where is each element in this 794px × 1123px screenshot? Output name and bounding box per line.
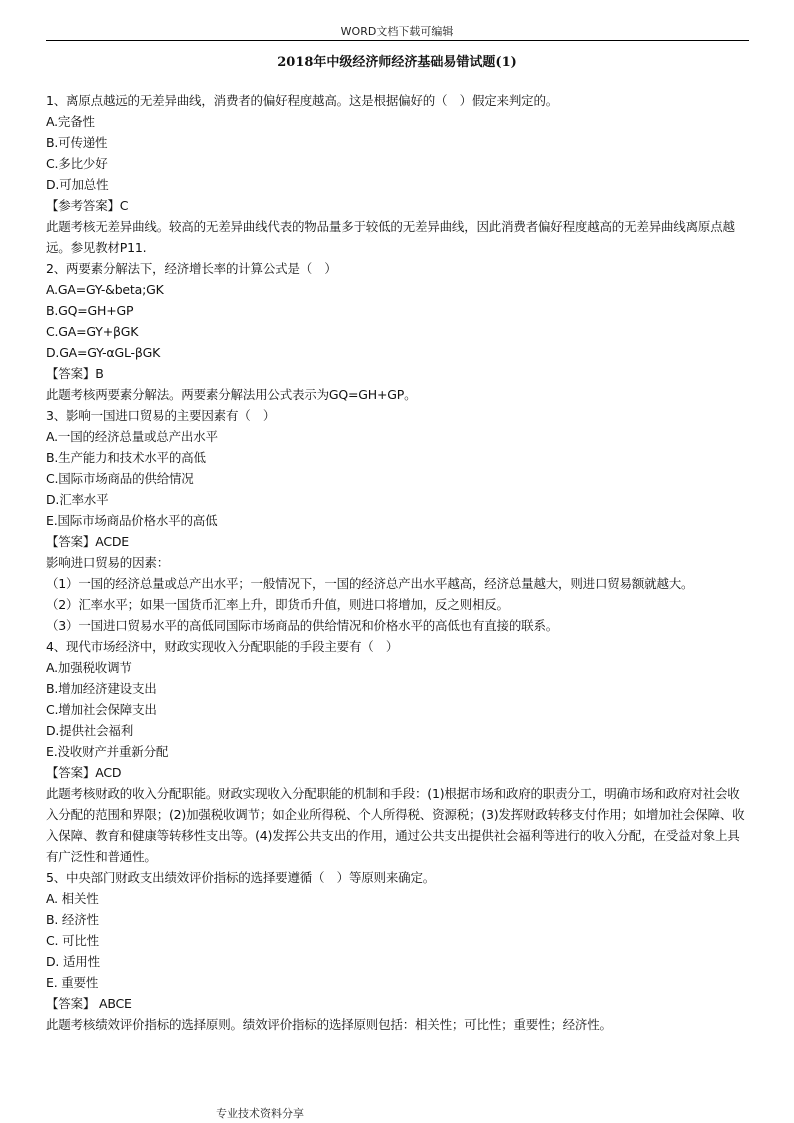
- page-footer: 专业技术资料分享: [216, 1107, 304, 1120]
- option-d: D.提供社会福利: [46, 723, 133, 738]
- explanation-paragraph: （3）一国进口贸易水平的高低同国际市场商品的供给情况和价格水平的高低也有直接的联系。: [46, 618, 559, 633]
- option-b: B.生产能力和技术水平的高低: [46, 450, 206, 465]
- option-e: E.没收财产并重新分配: [46, 744, 169, 759]
- option-d: D.可加总性: [46, 177, 109, 192]
- question-stem: 5、中央部门财政支出绩效评价指标的选择要遵循（ ）等原则来确定。: [46, 870, 436, 885]
- document-title: 2018年中级经济师经济基础易错试题(1): [277, 55, 517, 70]
- option-c: C.增加社会保障支出: [46, 702, 157, 717]
- option-a: A. 相关性: [46, 891, 99, 906]
- answer-label: 【答案】 ABCE: [46, 996, 132, 1011]
- answer-label: 【答案】B: [46, 366, 104, 381]
- page-header: WORD文档下载可编辑: [340, 25, 454, 38]
- explanation-paragraph: 此题考核无差异曲线。较高的无差异曲线代表的物品量多于较低的无差异曲线，因此消费者偏好程度越高的无差异曲线离原点越远。参见教材P11.: [46, 219, 735, 255]
- explanation-paragraph: 此题考核绩效评价指标的选择原则。绩效评价指标的选择原则包括：相关性；可比性；重要性；经济性。: [46, 1017, 612, 1032]
- option-d: D. 适用性: [46, 954, 100, 969]
- option-d: D.汇率水平: [46, 492, 109, 507]
- option-b: B.GQ=GH+GP: [46, 303, 134, 318]
- answer-label: 【参考答案】C: [46, 198, 129, 213]
- option-a: A.GA=GY-&beta;GK: [46, 282, 164, 297]
- question-list: [46, 90, 750, 1035]
- question-stem: 1、离原点越远的无差异曲线，消费者的偏好程度越高。这是根据偏好的（ ）假定来判定的。: [46, 93, 559, 108]
- question-stem: 3、影响一国进口贸易的主要因素有（ ）: [46, 408, 276, 423]
- explanation-paragraph: 此题考核两要素分解法。两要素分解法用公式表示为GQ=GH+GP。: [46, 387, 417, 402]
- answer-label: 【答案】ACDE: [46, 534, 129, 549]
- option-a: A.完备性: [46, 114, 95, 129]
- option-a: A.一国的经济总量或总产出水平: [46, 429, 218, 444]
- option-a: A.加强税收调节: [46, 660, 132, 675]
- question-stem: 2、两要素分解法下，经济增长率的计算公式是（ ）: [46, 261, 337, 276]
- explanation-paragraph: （1）一国的经济总量或总产出水平；一般情况下，一国的经济总产出水平越高，经济总量越大，则进口贸易额就越大。: [46, 576, 694, 591]
- answer-label: 【答案】ACD: [46, 765, 122, 780]
- option-c: C.GA=GY+βGK: [46, 324, 139, 339]
- explanation-paragraph: 影响进口贸易的因素：: [46, 555, 170, 570]
- explanation-paragraph: 此题考核财政的收入分配职能。财政实现收入分配职能的机制和手段：(1)根据市场和政府的职责分工，明确市场和政府对社会收入分配的范围和界限；(2)加强税收调节；如企业所得税、个人所得税、资源税；(3)发挥财政转移支付作用；如增加社会保障、收入保障、教育和健康等转移性支出等。(4)发挥公共支出的作用，通过公共支出提供社会福利等进行的收入分配，在受益对象上具有广泛性和普通性。: [46, 786, 745, 864]
- option-b: B.可传递性: [46, 135, 108, 150]
- option-d: D.GA=GY-αGL-βGK: [46, 345, 161, 360]
- option-e: E. 重要性: [46, 975, 99, 990]
- option-c: C.国际市场商品的供给情况: [46, 471, 194, 486]
- question-stem: 4、现代市场经济中，财政实现收入分配职能的手段主要有（ ）: [46, 639, 399, 654]
- option-c: C.多比少好: [46, 156, 108, 171]
- explanation-paragraph: （2）汇率水平；如果一国货币汇率上升，即货币升值，则进口将增加，反之则相反。: [46, 597, 509, 612]
- option-c: C. 可比性: [46, 933, 99, 948]
- option-e: E.国际市场商品价格水平的高低: [46, 513, 218, 528]
- option-b: B.增加经济建设支出: [46, 681, 157, 696]
- header-divider: [46, 40, 749, 41]
- option-b: B. 经济性: [46, 912, 99, 927]
